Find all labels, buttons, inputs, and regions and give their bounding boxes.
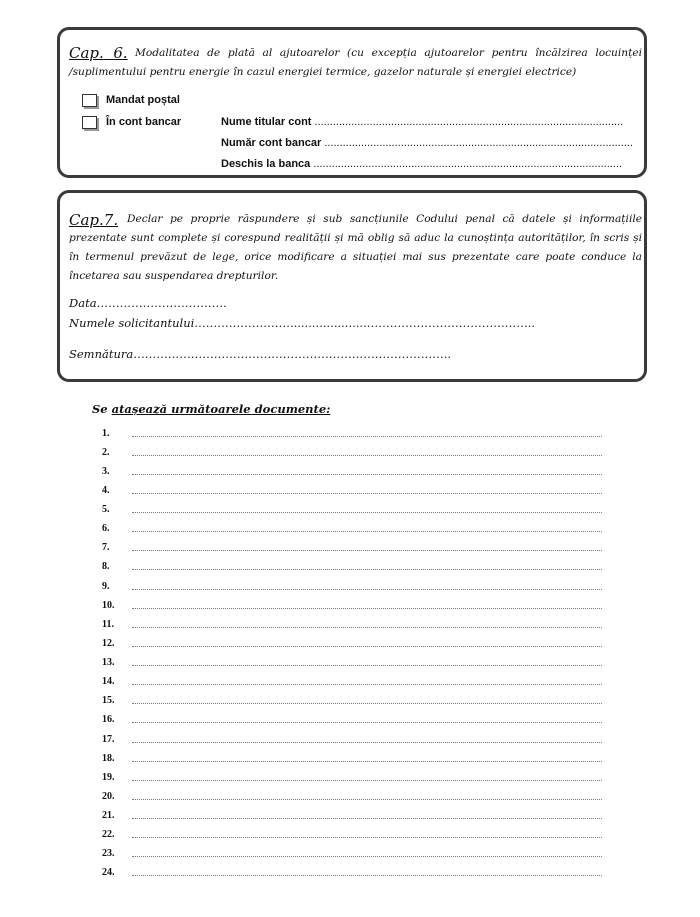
attachment-row[interactable] bbox=[102, 846, 602, 862]
attachment-blank[interactable] bbox=[132, 455, 602, 456]
attachment-number: 20. bbox=[102, 790, 115, 802]
attachment-blank[interactable] bbox=[132, 627, 602, 628]
attachment-blank[interactable] bbox=[132, 799, 602, 800]
attachment-row[interactable] bbox=[102, 502, 602, 518]
attachment-blank[interactable] bbox=[132, 761, 602, 762]
option-label: Mandat poștal bbox=[106, 94, 180, 106]
field-blank[interactable]: ..................................................................................................... bbox=[313, 158, 623, 170]
attachment-blank[interactable] bbox=[132, 608, 602, 609]
field-label: Număr cont bancar bbox=[221, 137, 322, 149]
attachment-row[interactable] bbox=[102, 597, 602, 613]
attachment-number: 3. bbox=[102, 465, 110, 477]
attachment-blank[interactable] bbox=[132, 493, 602, 494]
name-label: Numele solicitantului bbox=[69, 316, 195, 330]
attachment-number: 11. bbox=[102, 618, 114, 630]
field-blank[interactable]: ..................................................................................................... bbox=[314, 116, 624, 128]
field-account-number[interactable] bbox=[221, 137, 633, 149]
attachment-row[interactable] bbox=[102, 865, 602, 881]
option-mandat-postal[interactable] bbox=[82, 92, 180, 108]
field-blank[interactable]: ..................................................................................................... bbox=[324, 137, 633, 149]
attachment-number: 7. bbox=[102, 542, 110, 554]
attachment-blank[interactable] bbox=[132, 818, 602, 819]
attachment-blank[interactable] bbox=[132, 550, 602, 551]
attachment-blank[interactable] bbox=[132, 722, 602, 723]
attachment-row[interactable] bbox=[102, 463, 602, 479]
field-label: Deschis la banca bbox=[221, 158, 311, 170]
date-field[interactable] bbox=[69, 296, 227, 310]
attachment-row[interactable] bbox=[102, 540, 602, 556]
attachment-number: 19. bbox=[102, 771, 115, 783]
checkbox[interactable] bbox=[82, 116, 97, 129]
attachment-number: 24. bbox=[102, 867, 115, 879]
signature-label: Semnătura bbox=[69, 347, 134, 361]
chapter6-title: Cap. 6. bbox=[69, 44, 128, 62]
attachment-number: 13. bbox=[102, 657, 115, 669]
attachment-number: 22. bbox=[102, 829, 115, 841]
chapter7-declaration: Declar pe proprie răspundere și sub sancțiunile Codului penal că datele și informațiile prezentate sunt complete și corespund realității și mă oblig să aduc la cunoștința autorităților, în scris și în termenul prevăzut de lege, orice modificare a situației mai sus prezentate care poate conduce la încetarea sau suspendarea drepturilor. bbox=[69, 213, 642, 282]
attachment-row[interactable] bbox=[102, 616, 602, 632]
attachment-blank[interactable] bbox=[132, 665, 602, 666]
attachment-number: 16. bbox=[102, 714, 115, 726]
attachment-number: 10. bbox=[102, 599, 115, 611]
attachment-blank[interactable] bbox=[132, 856, 602, 857]
attachment-blank[interactable] bbox=[132, 742, 602, 743]
attachment-number: 6. bbox=[102, 523, 110, 535]
attachment-number: 21. bbox=[102, 810, 115, 822]
field-account-holder[interactable] bbox=[221, 116, 623, 128]
option-cont-bancar[interactable] bbox=[82, 114, 181, 130]
attachment-blank[interactable] bbox=[132, 703, 602, 704]
date-label: Data bbox=[69, 296, 97, 310]
attachment-blank[interactable] bbox=[132, 780, 602, 781]
attachment-number: 15. bbox=[102, 695, 115, 707]
attachment-row[interactable] bbox=[102, 827, 602, 843]
attachment-blank[interactable] bbox=[132, 646, 602, 647]
attachment-blank[interactable] bbox=[132, 589, 602, 590]
attachment-blank[interactable] bbox=[132, 837, 602, 838]
attachment-number: 5. bbox=[102, 504, 110, 516]
attachment-number: 9. bbox=[102, 580, 110, 592]
attachment-number: 17. bbox=[102, 733, 115, 745]
field-bank-name[interactable] bbox=[221, 158, 622, 170]
signature-field[interactable] bbox=[69, 347, 451, 361]
attachment-row[interactable] bbox=[102, 521, 602, 537]
attachment-blank[interactable] bbox=[132, 875, 602, 876]
attachment-row[interactable] bbox=[102, 750, 602, 766]
attachment-number: 23. bbox=[102, 848, 115, 860]
field-label: Nume titular cont bbox=[221, 116, 312, 128]
name-blank[interactable]: ……………………......................…………………………………….. bbox=[194, 316, 536, 330]
attachment-number: 4. bbox=[102, 484, 110, 496]
attachment-row[interactable] bbox=[102, 559, 602, 575]
attachment-row[interactable] bbox=[102, 693, 602, 709]
checkbox[interactable] bbox=[82, 94, 97, 107]
attachment-number: 8. bbox=[102, 561, 110, 573]
attachment-row[interactable] bbox=[102, 578, 602, 594]
attachment-row[interactable] bbox=[102, 425, 602, 441]
attachment-blank[interactable] bbox=[132, 512, 602, 513]
attachment-row[interactable] bbox=[102, 731, 602, 747]
attachment-row[interactable] bbox=[102, 444, 602, 460]
attachment-row[interactable] bbox=[102, 635, 602, 651]
date-blank[interactable]: ……………………………. bbox=[96, 296, 227, 310]
attachment-blank[interactable] bbox=[132, 531, 602, 532]
attachment-number: 14. bbox=[102, 676, 115, 688]
applicant-name-field[interactable] bbox=[69, 316, 535, 330]
attachment-row[interactable] bbox=[102, 712, 602, 728]
signature-blank[interactable]: ……………………………………………………………………….. bbox=[133, 347, 452, 361]
attachment-number: 1. bbox=[102, 427, 110, 439]
attachment-row[interactable] bbox=[102, 482, 602, 498]
attachment-number: 2. bbox=[102, 446, 110, 458]
attachments-title: Se atașează următoarele documente: bbox=[92, 402, 331, 416]
attachment-number: 18. bbox=[102, 752, 115, 764]
attachment-row[interactable] bbox=[102, 808, 602, 824]
chapter7-title: Cap.7. bbox=[69, 211, 119, 229]
attachment-row[interactable] bbox=[102, 769, 602, 785]
attachment-row[interactable] bbox=[102, 674, 602, 690]
option-label: În cont bancar bbox=[106, 116, 182, 128]
attachment-row[interactable] bbox=[102, 655, 602, 671]
attachment-blank[interactable] bbox=[132, 684, 602, 685]
attachment-blank[interactable] bbox=[132, 474, 602, 475]
chapter6-description: Modalitatea de plată al ajutoarelor (cu excepția ajutoarelor pentru încălzirea locuinței /suplimentului pentru energie în cazul energiei termice, gazelor naturale și energiei electrice) bbox=[69, 47, 642, 78]
attachment-blank[interactable] bbox=[132, 436, 602, 437]
attachment-number: 12. bbox=[102, 637, 115, 649]
attachment-row[interactable] bbox=[102, 788, 602, 804]
attachment-blank[interactable] bbox=[132, 569, 602, 570]
